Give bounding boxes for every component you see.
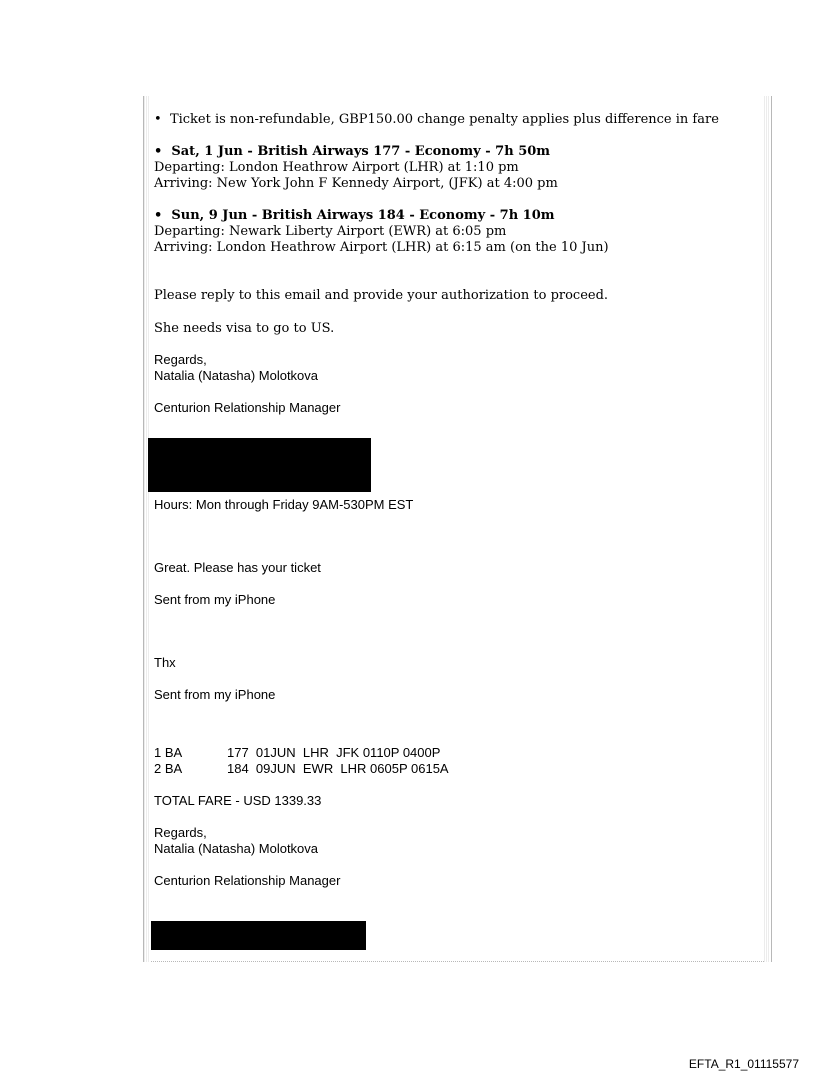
flight-return-heading: • Sun, 9 Jun - British Airways 184 - Economy - 7h 10m <box>154 208 555 223</box>
signature-name: Natalia (Natasha) Molotkova <box>154 368 319 383</box>
signature-block-1 <box>154 352 758 416</box>
redaction-block-1 <box>148 438 371 492</box>
reply-request: Please reply to this email and provide your authorization to proceed. <box>154 288 609 303</box>
reservation-airline: 2 BA <box>154 761 183 776</box>
ticket-note: • Ticket is non-refundable, GBP150.00 change penalty applies plus difference in fare <box>154 112 719 127</box>
flight-outbound <box>154 144 758 192</box>
document-id: EFTA_R1_01115577 <box>688 1057 799 1071</box>
signature-name: Natalia (Natasha) Molotkova <box>154 841 319 856</box>
signature-block-2 <box>154 825 758 889</box>
office-hours: Hours: Mon through Friday 9AM-530PM EST <box>154 497 414 512</box>
quote-bar-right <box>764 96 770 962</box>
ticket-note-text: Ticket is non-refundable, GBP150.00 change penalty applies plus difference in fare <box>169 112 719 127</box>
total-fare: TOTAL FARE - USD 1339.33 <box>154 793 322 808</box>
flight-outbound-heading: • Sat, 1 Jun - British Airways 177 - Economy - 7h 50m <box>154 144 551 159</box>
reservation-segment: 184 09JUN EWR LHR 0605P 0615A <box>227 761 449 776</box>
flight-return-departing: Departing: Newark Liberty Airport (EWR) at 6:05 pm <box>154 224 507 239</box>
reservation-row <box>154 761 758 777</box>
flight-return <box>154 208 758 256</box>
signature-regards: Regards, <box>154 825 207 840</box>
reservation-airline: 1 BA <box>154 745 183 760</box>
signature-title: Centurion Relationship Manager <box>154 400 341 415</box>
signature-regards: Regards, <box>154 352 207 367</box>
reservation-segment: 177 01JUN LHR JFK 0110P 0400P <box>227 745 441 760</box>
reply-message-2: Thx <box>154 655 176 670</box>
redaction-block-2 <box>151 921 366 950</box>
quote-bar-left <box>144 96 150 962</box>
reservation-table <box>154 745 758 777</box>
sent-from-iphone-2: Sent from my iPhone <box>154 687 276 702</box>
reservation-row <box>154 745 758 761</box>
visa-note: She needs visa to go to US. <box>154 321 335 336</box>
sent-from-iphone-1: Sent from my iPhone <box>154 592 276 607</box>
flight-outbound-departing: Departing: London Heathrow Airport (LHR) at 1:10 pm <box>154 160 519 175</box>
reply-message-1: Great. Please has your ticket <box>154 560 321 575</box>
email-body <box>154 112 758 889</box>
signature-title: Centurion Relationship Manager <box>154 873 341 888</box>
flight-outbound-arriving: Arriving: New York John F Kennedy Airport, (JFK) at 4:00 pm <box>154 176 558 191</box>
flight-return-arriving: Arriving: London Heathrow Airport (LHR) at 6:15 am (on the 10 Jun) <box>154 240 609 255</box>
